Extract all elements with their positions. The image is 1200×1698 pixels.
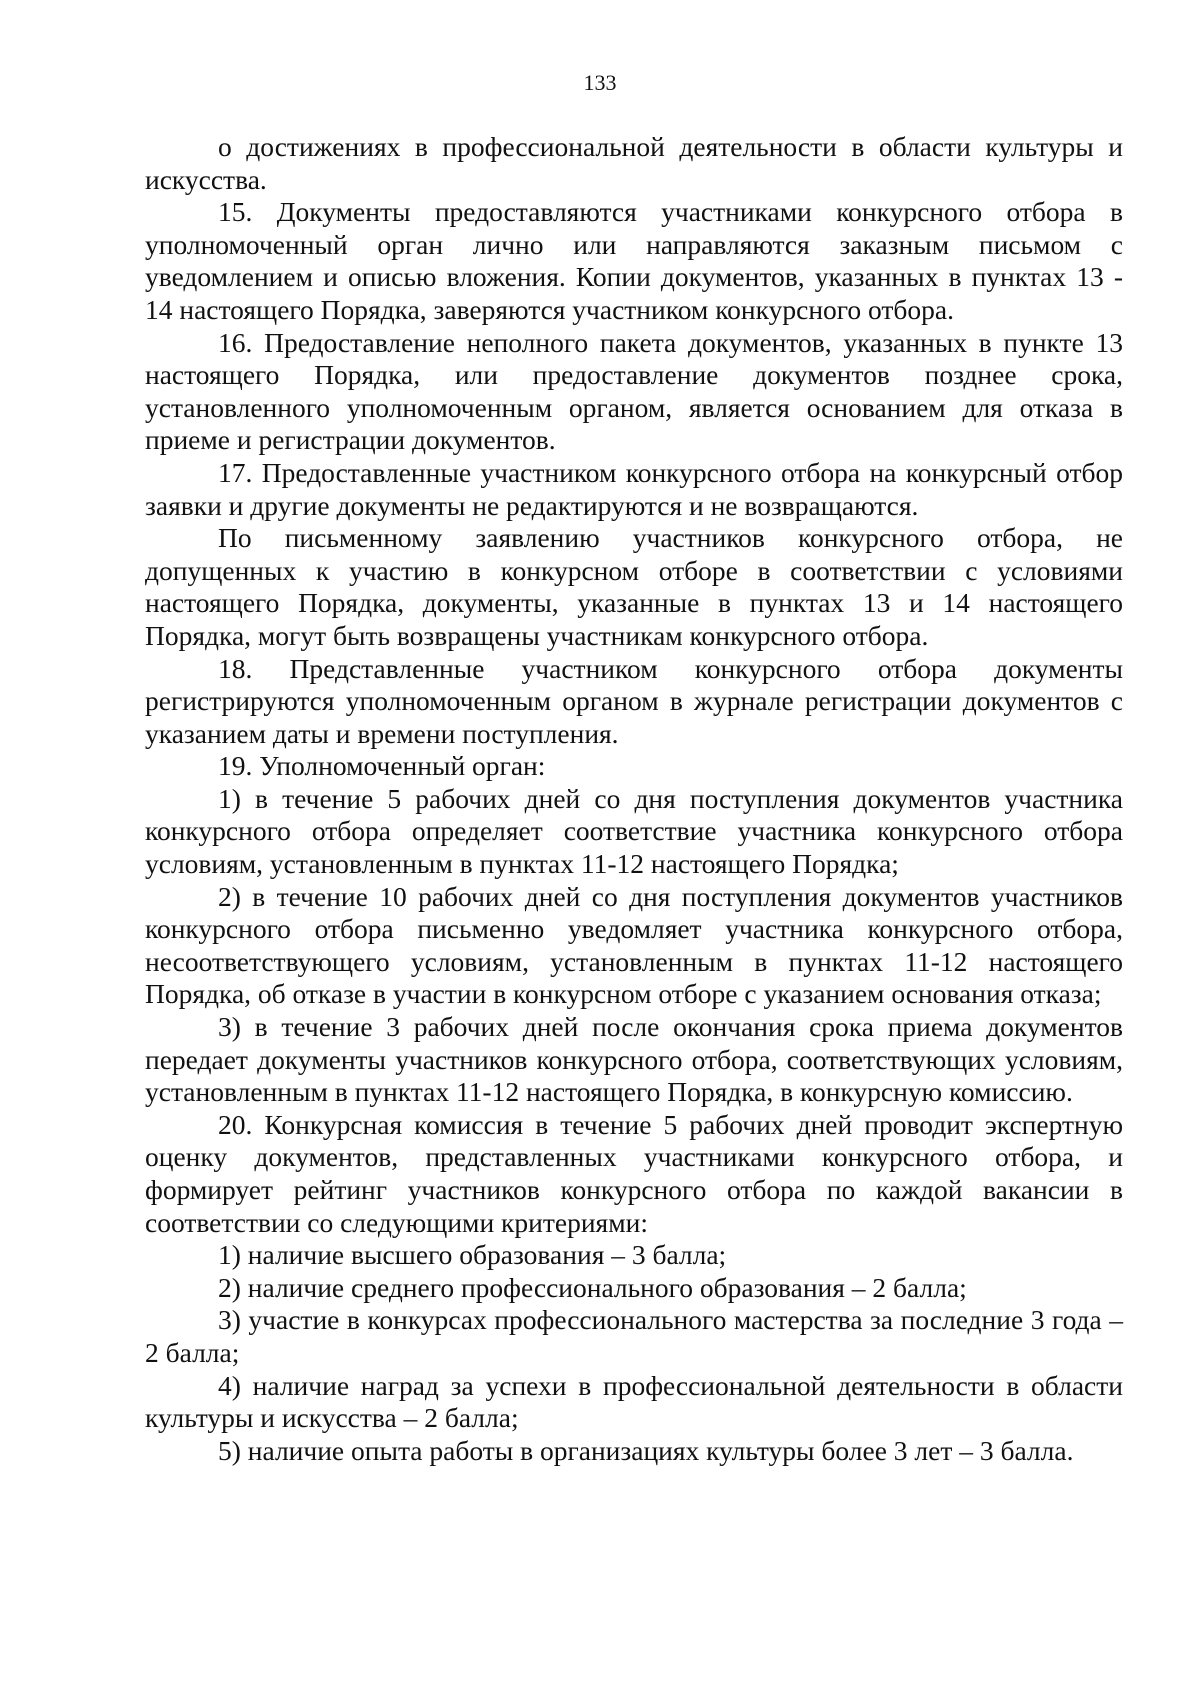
criterion-1: 1) наличие высшего образования – 3 балла; [218,1239,727,1271]
criterion-5: 5) наличие опыта работы в организациях культуры более 3 лет – 3 балла. [218,1434,1074,1466]
paragraph-17-return: По письменному заявлению участников конкурсного отбора, не допущенных к участию в конкурсном отборе в соответствии с условиями настоящего Порядка, документы, указанные в пунктах 13 и 14 настоящего Порядка, могут быть возвращены участникам конкурсного отбора. [145,522,1123,651]
paragraph-19-item-1: 1) в течение 5 рабочих дней со дня поступления документов участника конкурсного отбора определяет соответствие участника конкурсного отбора условиям, установленным в пунктах 11-12 настоящего Порядка; [145,782,1123,880]
criterion-3: 3) участие в конкурсах профессионального мастерства за последние 3 года – 2 балла; [145,1304,1123,1368]
document-body [145,131,1123,1467]
paragraph-19: 19. Уполномоченный орган: [218,750,546,782]
paragraph-15: 15. Документы предоставляются участниками конкурсного отбора в уполномоченный орган лично или направляются заказным письмом с уведомлением и описью вложения. Копии документов, указанных в пунктах 13 - 14 настоящего Порядка, заверяются участником конкурсного отбора. [145,196,1123,325]
paragraph-19-item-2: 2) в течение 10 рабочих дней со дня поступления документов участников конкурсного отбора письменно уведомляет участника конкурсного отбора, несоответствующего условиям, установленным в пунктах 11-12 настоящего Порядка, об отказе в участии в конкурсном отборе с указанием основания отказа; [145,880,1123,1010]
paragraph-20: 20. Конкурсная комиссия в течение 5 рабочих дней проводит экспертную оценку документов, представленных участниками конкурсного отбора, и формирует рейтинг участников конкурсного отбора по каждой вакансии в соответствии со следующими критериями: [145,1108,1123,1238]
page-number: 133 [583,70,617,95]
paragraph-18: 18. Представленные участником конкурсного отбора документы регистрируются уполномоченным органом в журнале регистрации документов с указанием даты и времени поступления. [145,652,1123,749]
criterion-2: 2) наличие среднего профессионального образования – 2 балла; [218,1271,967,1303]
paragraph-19-item-3: 3) в течение 3 рабочих дней после окончания срока приема документов передает документы участников конкурсного отбора, соответствующих условиям, установленным в пунктах 11-12 настоящего Порядка, в конкурсную комиссию. [145,1011,1123,1108]
paragraph-continuation: о достижениях в профессиональной деятельности в области культуры и искусства. [145,131,1123,195]
paragraph-17: 17. Предоставленные участником конкурсного отбора на конкурсный отбор заявки и другие документы не редактируются и не возвращаются. [145,456,1123,521]
criterion-4: 4) наличие наград за успехи в профессиональной деятельности в области культуры и искусства – 2 балла; [145,1369,1123,1434]
paragraph-16: 16. Предоставление неполного пакета документов, указанных в пункте 13 настоящего Порядка, или предоставление документов позднее срока, установленного уполномоченным органом, является основанием для отказа в приеме и регистрации документов. [145,326,1123,456]
